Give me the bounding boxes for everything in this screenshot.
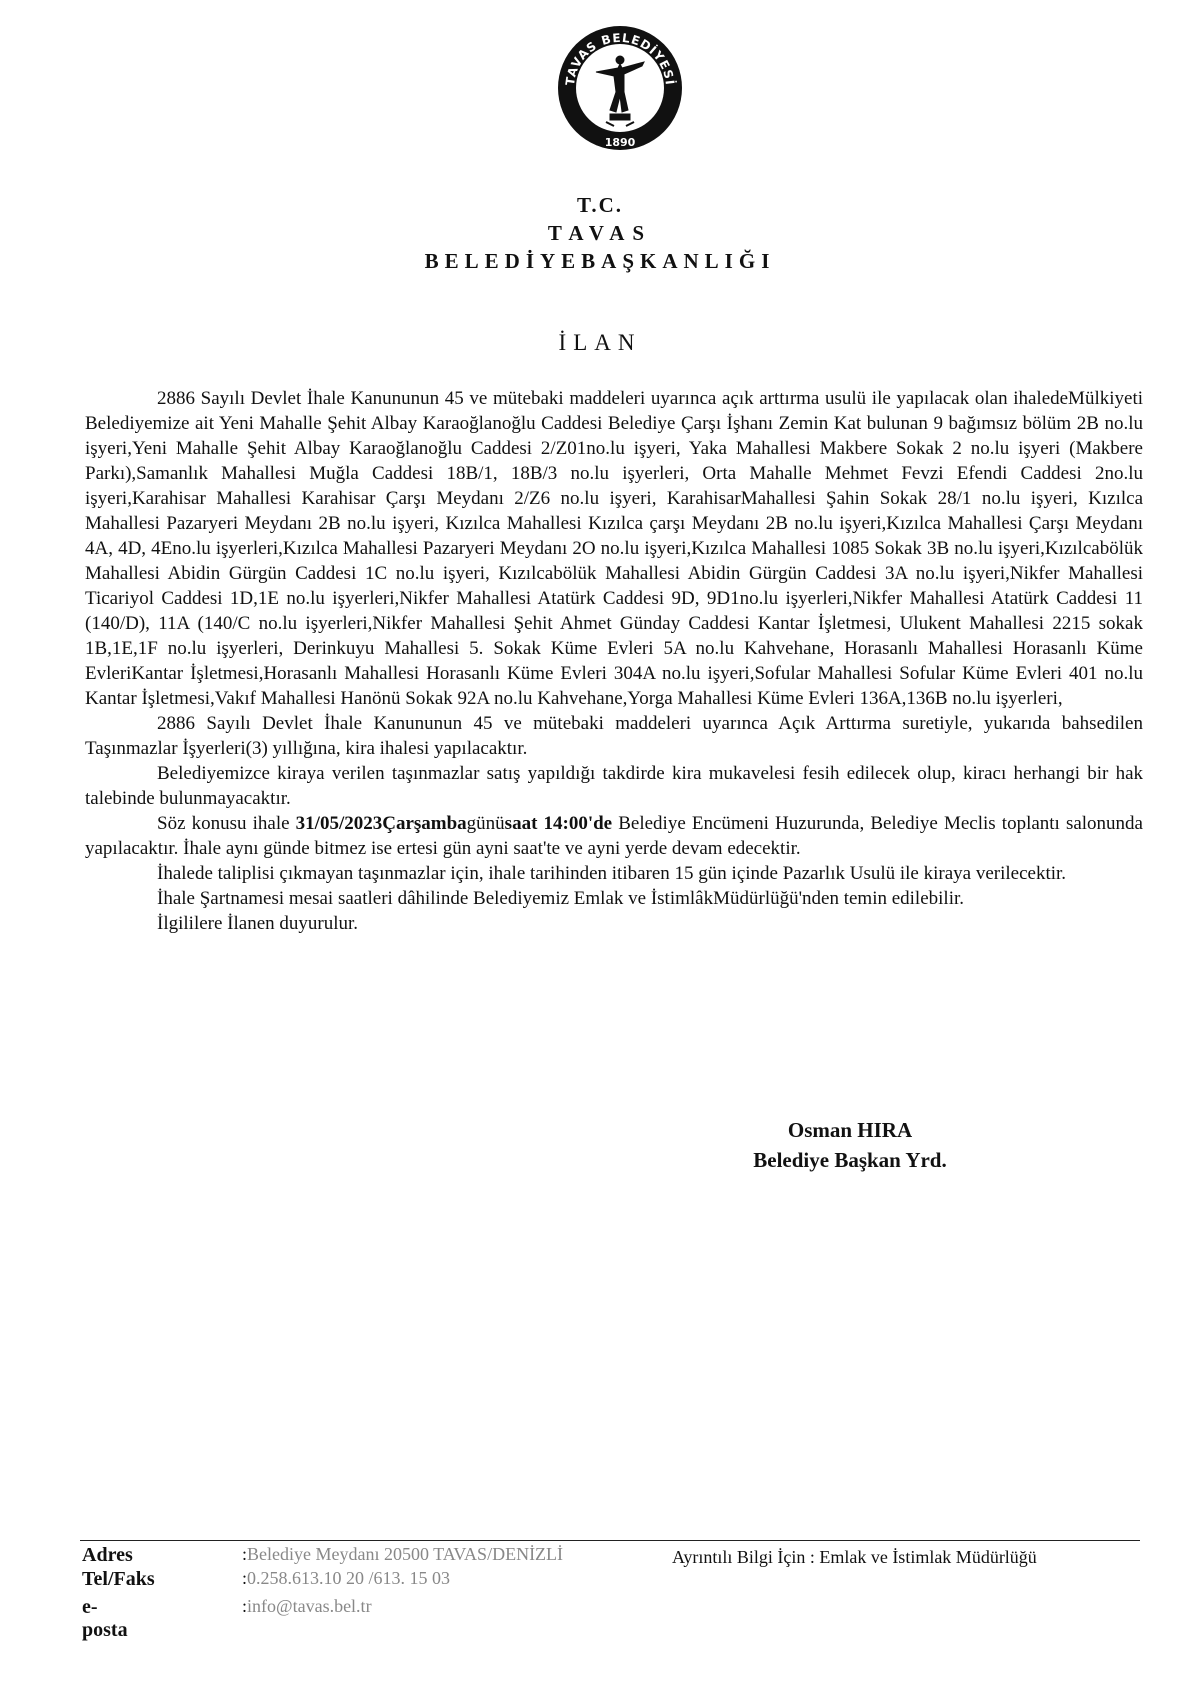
- paragraph-3: Belediyemizce kiraya verilen taşınmazlar satış yapıldığı takdirde kira mukavelesi fesih edilecek olup, kiracı herhangi bir hak talebinde bulunmayacaktır.: [85, 763, 1143, 809]
- email-label: e-posta: [82, 1596, 128, 1641]
- address-value: Belediye Meydanı 20500 TAVAS/DENİZLİ: [247, 1544, 564, 1564]
- footer-info: Ayrıntılı Bilgi İçin : Emlak ve İstimlak Müdürlüğü: [672, 1547, 1037, 1567]
- paragraph-7: İlgililere İlanen duyurulur.: [157, 913, 359, 934]
- paragraph-4: [85, 811, 1143, 861]
- seal-ring-text: TAVAS BELEDİYESİ: [562, 30, 677, 87]
- paragraph-2: 2886 Sayılı Devlet İhale Kanununun 45 ve mütebaki maddeleri uyarınca Açık Arttırma suretiyle, yukarıda bahsedilen Taşınmazlar İşyerleri(3) yıllığına, kira ihalesi yapılacaktır.: [85, 713, 1143, 759]
- address-label: Adres: [82, 1544, 133, 1566]
- signatory-name: Osman HIRA: [787, 1118, 913, 1142]
- paragraph-5: İhalede taliplisi çıkmayan taşınmazlar için, ihale tarihinden itibaren 15 gün içinde Pazarlık Usulü ile kiraya verilecektir.: [157, 863, 1067, 884]
- header-tc: T.C.: [576, 193, 624, 217]
- signatory-title: Belediye Başkan Yrd.: [753, 1148, 947, 1172]
- auction-time: saat 14:00'de: [504, 813, 613, 834]
- auction-date: 31/05/2023Çarşamba: [295, 813, 467, 834]
- seal-year: 1890: [604, 136, 636, 149]
- phone-value: 0.258.613.10 20 /613. 15 03: [247, 1568, 451, 1588]
- announcement-body: [85, 386, 1143, 936]
- header-tavas: TAVAS: [547, 221, 653, 245]
- header-municipality: BELEDİYEBAŞKANLIĞI: [424, 249, 776, 273]
- footer-divider: [80, 1540, 1140, 1541]
- paragraph-1: 2886 Sayılı Devlet İhale Kanununun 45 ve mütebaki maddeleri uyarınca açık arttırma usulü ile yapılacak olan ihaledeMülkiyeti Belediyemize ait Yeni Mahalle Şehit Albay Karaoğlanoğlu Caddesi Belediye Çarşı İşhanı Zemin Kat bulunan 9 bağımsız bölüm 2B no.lu işyeri,Yeni Mahalle Şehit Albay Karaoğlanoğlu Caddesi 2/Z01no.lu işyeri, Yaka Mahallesi Makbere Sokak 2 no.lu işyeri (Makbere Parkı),Samanlık Mahallesi Muğla Caddesi 18B/1, 18B/3 no.lu işyerleri, Orta Mahalle Mehmet Fevzi Efendi Caddesi 2no.lu işyeri,Karahisar Mahallesi Karahisar Çarşı Meydanı 2/Z6 no.lu işyeri, KarahisarMahallesi Şahin Sokak 28/1 no.lu işyeri, Kızılca Mahallesi Pazaryeri Meydanı 2B no.lu işyeri, Kızılca Mahallesi Kızılca çarşı Meydanı 2B no.lu işyeri,Kızılca Mahallesi Çarşı Meydanı 4A, 4D, 4Eno.lu işyerleri,Kızılca Mahallesi Pazaryeri Meydanı 2O no.lu işyeri,Kızılca Mahallesi 1085 Sokak 3B no.lu işyeri,Kızılcabölük Mahallesi Abidin Gürgün Caddesi 1C no.lu işyeri, Kızılcabölük Mahallesi Abidin Gürgün Caddesi 3A no.lu işyeri,Nikfer Mahallesi Ticariyol Caddesi 1D,1E no.lu işyerleri,Nikfer Mahallesi Atatürk Caddesi 9D, 9D1no.lu işyerleri,Nikfer Mahallesi Atatürk Caddesi 11 (140/D), 11A (140/C no.lu işyerleri,Nikfer Mahallesi Şehit Ahmet Günday Caddesi Kantar İşletmesi, Ulukent Mahallesi 2215 sokak 1B,1E,1F no.lu işyerleri, Derinkuyu Mahallesi 5. Sokak Küme Evleri 5A no.lu Kahvehane, Horasanlı Mahallesi Horasanlı Küme EvleriKantar İşletmesi,Horasanlı Mahallesi Horasanlı Küme Evleri 304A no.lu işyeri,Sofular Mahallesi Sofular Küme Evleri 401 no.lu Kantar İşletmesi,Vakıf Mahallesi Hanönü Sokak 92A no.lu Kahvehane,Yorga Mahallesi Küme Evleri 136A,136B no.lu işyerleri,: [85, 388, 1143, 709]
- paragraph-4-day: günü: [466, 813, 505, 834]
- document-title: İLAN: [558, 330, 642, 355]
- paragraph-6: İhale Şartnamesi mesai saatleri dâhilinde Belediyemiz Emlak ve İstimlâkMüdürlüğü'nden temin edilebilir.: [157, 888, 965, 909]
- phone-label: Tel/Faks: [82, 1568, 155, 1590]
- municipality-seal: [556, 22, 684, 162]
- paragraph-4-intro: Söz konusu ihale: [157, 813, 296, 834]
- signature-block: [700, 1115, 1000, 1175]
- paragraph-4-rest: Belediye Encümeni Huzurunda, Belediye Meclis toplantı salonunda yapılacaktır. İhale aynı günde bitmez ise ertesi gün ayni saat'te ve ayni yerde devam edecektir.: [85, 813, 1143, 859]
- email-value: info@tavas.bel.tr: [247, 1596, 372, 1616]
